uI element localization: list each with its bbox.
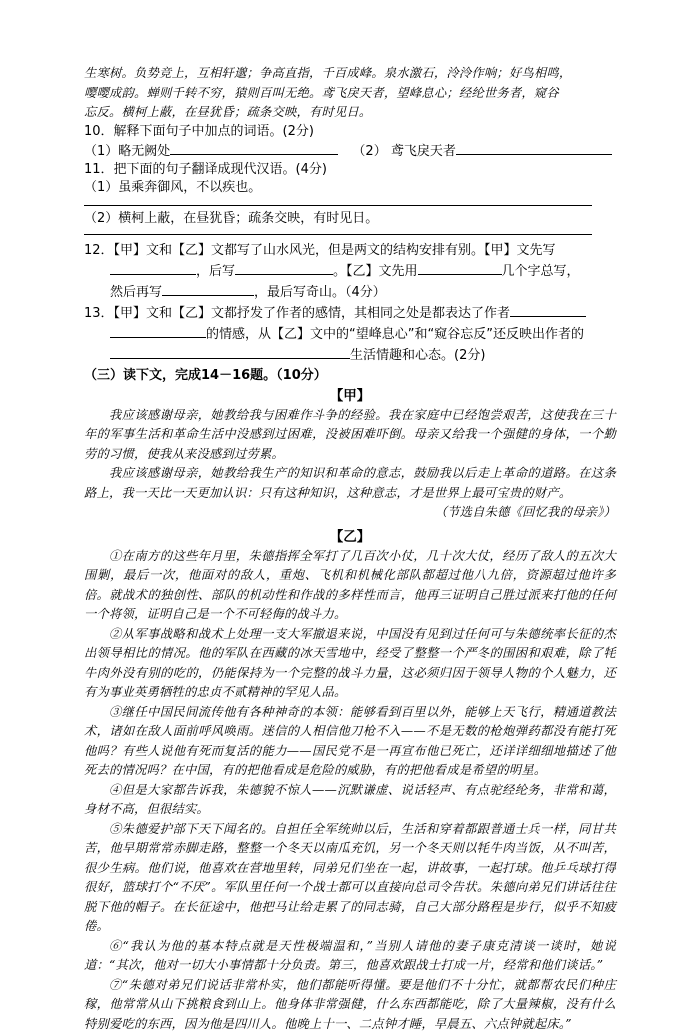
passage-yi [84,547,616,1034]
question-text: ，最后写奇山。（4分） [254,285,386,300]
question-item: （2） 鸢飞戾天者 [352,144,455,159]
passage-source: （节选自朱德《回忆我的母亲》） [84,503,616,523]
question-13 [84,303,616,366]
answer-blank[interactable] [418,261,502,275]
question-text: 几个字总写， [502,264,580,279]
section-title: （三）读下文，完成14－16题。（10分） [84,366,616,386]
passage-paragraph: ④但是大家都告诉我，朱德貌不惊人——沉默谦虚、说话轻声、有点驼经纶务，非常和蔼，身材不高，但很结实。 [84,781,616,820]
question-item: （1）虽乘奔御风，不以疾也。 [84,179,616,197]
question-row [84,324,616,345]
answer-blank[interactable] [110,345,350,359]
question-11 [84,161,616,235]
question-text: 12．【甲】文和【乙】文都写了山水风光，但是两文的结构安排有别。【甲】文先写 [84,241,616,261]
question-row [84,282,616,303]
question-item: （2）横柯上蔽，在昼犹昏；疏条交映，有时见日。 [84,210,616,228]
question-10 [84,123,616,161]
passage-paragraph: ⑥“我认为他的基本特点就是天性极端温和，”当别人请他的妻子康克清谈一谈时，她说道：“其次，他对一切大小事情都十分负责。第三，他喜欢跟战士打成一片，经常和他们谈话。” [84,937,616,976]
answer-line[interactable] [84,234,592,235]
passage-heading-jia: 【甲】 [84,386,616,406]
answer-blank[interactable] [170,141,338,155]
question-text: ，后写 [196,264,235,279]
question-item: （1）略无阙处 [84,144,170,159]
passage-paragraph: ②从军事战略和战术上处理一支大军撤退来说，中国没有见到过任何可与朱德统率长征的杰出领导相比的情况。他的军队在西藏的冰天雪地中，经受了整整一个严冬的围困和艰难，除了牦牛肉外没有别的吃的，仍能保持为一个完整的战斗力量，这必须归因于领导人物的个人魅力，还有为事业英勇牺牲的忠贞不贰精神的罕见人品。 [84,625,616,703]
question-text: 13．【甲】文和【乙】文都抒发了作者的感情，其相同之处是都表达了作者 [84,306,510,321]
passage-paragraph: ③继任中国民间流传他有各种神奇的本领：能够看到百里以外，能够上天飞行，精通道教法术，诸如在敌人面前呼风唤雨。迷信的人相信他刀枪不入——不是无数的枪炮弹药都没有能打死他吗？有些人说他有死而复活的能力——国民党不是一再宣布他已死亡，还详详细细地描述了他死去的情况吗？在中国，有的把他看成是危险的威胁，有的把他看成是希望的明星。 [84,703,616,781]
passage-paragraph: ⑤朱德爱护部下天下闻名的。自担任全军统帅以后，生活和穿着都跟普通士兵一样，同甘共苦，他早期常常赤脚走路，整整一个冬天以南瓜充饥，另一个冬天则以牦牛肉当饭，从不叫苦，很少生病。他们说，他喜欢在营地里转，同弟兄们坐在一起，讲故事，一起打球。他乒乓球打得很好，篮球打个“不厌”。军队里任何一个战士都可以直接向总司令告状。朱德向弟兄们讲话往往脱下他的帽子。在长征途中，他把马让给走累了的同志骑，自己大部分路程是步行，似乎不知疲倦。 [84,820,616,937]
passage-continuation [84,64,616,123]
passage-line: 生寒树。负势竞上，互相轩邈；争高直指，千百成峰。泉水激石，泠泠作响；好鸟相鸣， [84,64,616,84]
passage-line: 忘反。横柯上蔽，在昼犹昏；疏条交映，有时见日。 [84,103,616,123]
passage-paragraph: ⑦“朱德对弟兄们说话非常朴实，他们都能听得懂。要是他们不十分忙，就都帮农民们种庄稼，他常常从山下挑粮食到山上。他身体非常强健，什么东西都能吃，除了大量辣椒，没有什么特别爱吃的东西，因为他是四川人。他晚上十一、二点钟才睡，早晨五、六点钟就起床。” [84,976,616,1034]
answer-blank[interactable] [235,261,333,275]
answer-line[interactable] [84,205,592,206]
question-row [84,261,616,282]
passage-paragraph: 我应该感谢母亲，她教给我生产的知识和革命的意志，鼓励我以后走上革命的道路。在这条路上，我一天比一天更加认识：只有这种知识，这种意志，才是世界上最可宝贵的财产。 [84,464,616,503]
question-row [84,345,616,366]
question-row [84,303,616,324]
answer-blank[interactable] [456,141,612,155]
answer-blank[interactable] [162,282,254,296]
answer-blank[interactable] [110,261,196,275]
question-text: 的情感，从【乙】文中的“望峰息心”和“窥谷忘反”还反映出作者的 [206,327,584,342]
passage-heading-yi: 【乙】 [84,527,616,547]
answer-blank[interactable] [110,324,206,338]
question-text: 生活情趣和心态。(2分) [350,348,485,363]
answer-blank[interactable] [510,303,586,317]
passage-jia [84,406,616,523]
passage-paragraph: ①在南方的这些年月里，朱德指挥全军打了几百次小仗，几十次大仗，经历了敌人的五次大围剿，最后一次，他面对的敌人，重炮、飞机和机械化部队都超过他八九倍，资源超过他许多倍。就战术的独创性、部队的机动性和作战的多样性而言，他再三证明自己胜过派来打他的任何一个将领，证明自己是一个不可轻侮的战斗力。 [84,547,616,625]
question-text: 。【乙】文先用 [333,264,418,279]
question-title: 10．解释下面句子中加点的词语。(2分) [84,123,616,141]
passage-line: 嘤嘤成韵。蝉则千转不穷，猿则百叫无绝。鸢飞戾天者，望峰息心；经纶世务者，窥谷 [84,84,616,104]
exam-page [84,64,616,1034]
question-item-row [84,141,616,161]
question-12 [84,241,616,303]
question-title: 11．把下面的句子翻译成现代汉语。(4分) [84,161,616,179]
question-text: 然后再写 [110,285,162,300]
passage-paragraph: 我应该感谢母亲，她教给我与困难作斗争的经验。我在家庭中已经饱尝艰苦，这使我在三十年的军事生活和革命生活中没感到过困难，没被困难吓倒。母亲又给我一个强健的身体，一个勤劳的习惯，使我从来没感到过劳累。 [84,406,616,465]
